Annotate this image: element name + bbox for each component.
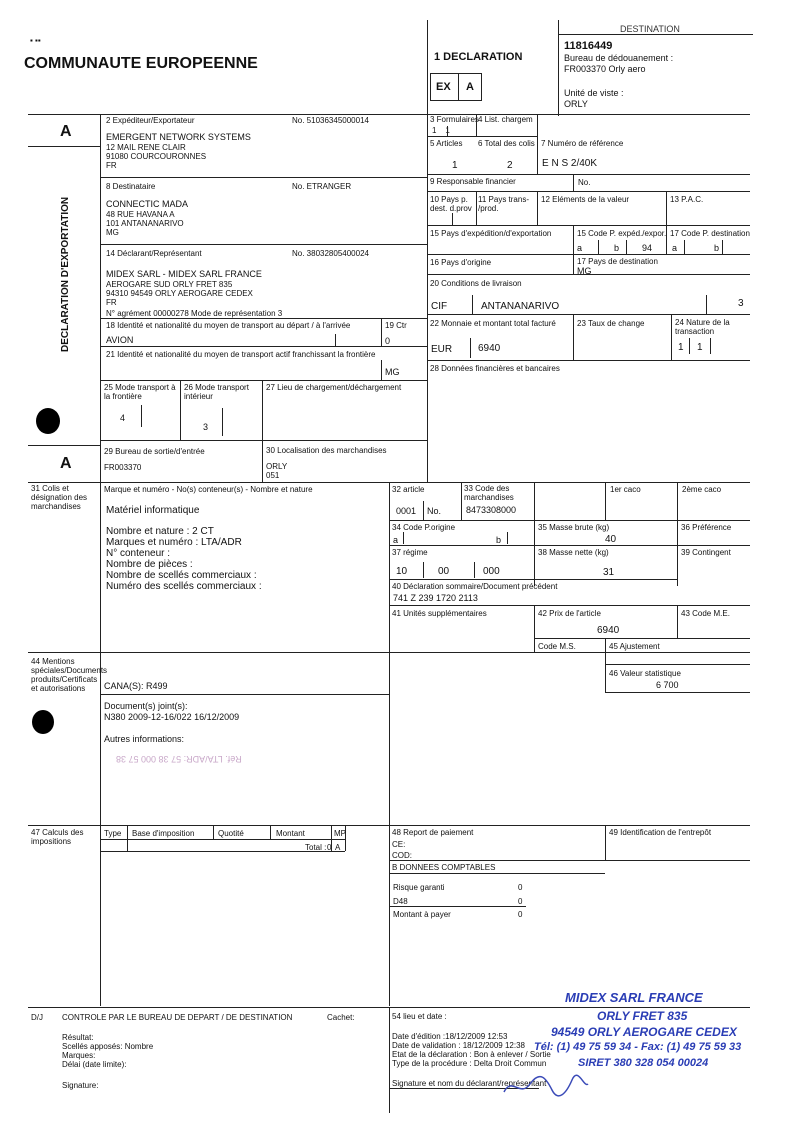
b22-v2: 6940 (478, 343, 501, 354)
b13-label: 13 P.A.C. (670, 195, 704, 204)
b47-label: 47 Calculs des impositions (31, 828, 84, 846)
declaration-label: 1 DECLARATION (434, 51, 523, 63)
b19-value: 0 (385, 336, 391, 346)
b34-a: a (393, 535, 399, 545)
footer-sig-declarant: Signature et nom du déclarant/représentant (392, 1079, 547, 1088)
footer-left-lines: Résultat: Scellés apposés: Nombre Marques: Délai (date limite): (62, 1033, 154, 1069)
b24-v2: 1 (697, 342, 703, 353)
footer-right-lines: Date d'édition :18/12/2009 12:53 Date de validation : 18/12/2009 12:38 Etat de la déclaration : Bon à enlever / Sortie Type de la procédure : Delta Droit Commun (392, 1032, 551, 1068)
b48-cod: COD: (392, 851, 412, 860)
calc-total-mp: A (335, 843, 341, 852)
b18-label: 18 Identité et nationalité du moyen de transport au départ / à l'arrivée (106, 321, 351, 330)
stamp-line4: Tél: (1) 49 75 59 34 - Fax: (1) 49 75 59 33 (534, 1041, 742, 1053)
declarant-address: AEROGARE SUD ORLY FRET 835 94310 94549 ORLY AEROGARE CEDEX FR (106, 280, 253, 307)
b20-v2: ANTANANARIVO (481, 301, 560, 312)
b16-label: 16 Pays d'origine (430, 258, 492, 267)
b17a-b: b (714, 243, 720, 253)
footer-signature: Signature: (62, 1081, 99, 1090)
b27-label: 27 Lieu de chargement/déchargement (266, 383, 402, 392)
b6-value: 2 (507, 160, 513, 171)
declarant-label: 14 Déclarant/Représentant (106, 249, 202, 258)
b39-label: 39 Contingent (681, 548, 731, 557)
b25-label: 25 Mode transport à la frontière (104, 383, 176, 401)
b34-label: 34 Code P.origine (392, 523, 456, 532)
b48-label: 48 Report de paiement (392, 828, 474, 837)
b37-v2: 00 (438, 566, 450, 577)
b32-value: 0001 (396, 506, 417, 516)
b42-label: 42 Prix de l'article (538, 609, 601, 618)
caco2: 2ème caco (682, 485, 722, 494)
b3-value: 1 1 (432, 126, 450, 135)
b44-label: 44 Mentions spéciales/Documents produits/Certificats et autorisations (31, 657, 108, 693)
b37-v1: 10 (396, 566, 408, 577)
marks-header: Marque et numéro - No(s) conteneur(s) - Nombre et nature (104, 485, 313, 494)
b22-v1: EUR (431, 344, 453, 355)
b20-label: 20 Conditions de livraison (430, 279, 522, 288)
b40-value: 741 Z 239 1720 2113 (393, 593, 478, 603)
b7-label: 7 Numéro de référence (541, 139, 624, 148)
b37-label: 37 régime (392, 548, 428, 557)
unite-label: Unité de viste : (564, 88, 624, 98)
b33-value: 8473308000 (466, 505, 517, 515)
canas: CANA(S): R499 (104, 681, 168, 691)
calc-h-base: Base d'imposition (132, 829, 195, 838)
b33-label: 33 Code des marchandises (464, 484, 514, 502)
stamp-line3: 94549 ORLY AEROGARE CEDEX (551, 1025, 737, 1039)
calc-total-value: 0 (327, 843, 332, 852)
b12-label: 12 Eléments de la valeur (541, 195, 630, 204)
decl-code-ex: EX (436, 81, 451, 93)
b5-label: 5 Articles (430, 139, 463, 148)
b19-label: 19 Ctr (385, 321, 407, 330)
b15a-val: 94 (642, 243, 653, 253)
decl-code-a: A (466, 81, 474, 93)
b46-label: 46 Valeur statistique (609, 669, 681, 678)
b29-value: FR003370 (104, 463, 142, 472)
b5-value: 1 (452, 160, 458, 171)
b15a-label: 15 Code P. expéd./expor. (577, 229, 667, 238)
b49-label: 49 Identification de l'entrepôt (609, 828, 712, 837)
b34-b: b (496, 535, 502, 545)
declarant-agrement: N° agrément 00000278 Mode de représentation 3 (106, 309, 283, 318)
docs-label: Document(s) joint(s): (104, 701, 188, 711)
declarant-no: No. 38032805400024 (292, 249, 369, 258)
b31-label: 31 Colis et désignation des marchandises (31, 484, 88, 511)
autres-label: Autres informations: (104, 734, 185, 744)
calc-h-mp: MP (334, 829, 346, 838)
b30-value: ORLY 051 (266, 462, 288, 480)
faint-stamp: Réf. LTA/ADR: 57 38 000 57 38 (116, 754, 242, 764)
caco1: 1er caco (610, 485, 641, 494)
b20-v1: CIF (431, 301, 448, 312)
b17-value: MG (577, 266, 592, 276)
b18-value: AVION (106, 335, 134, 345)
b26-value: 3 (203, 422, 209, 432)
b41-label: 41 Unités supplémentaires (392, 609, 487, 618)
declarant-name: MIDEX SARL - MIDEX SARL FRANCE (106, 269, 262, 279)
calc-h-quotite: Quotité (218, 829, 244, 838)
calc-total-label: Total : (305, 843, 327, 852)
consignee-no: No. ETRANGER (292, 182, 352, 191)
b38-value: 31 (603, 567, 615, 578)
exporter-name: EMERGENT NETWORK SYSTEMS (106, 132, 251, 142)
montant-label: Montant à payer (393, 910, 451, 919)
scan-marks: ▪ ▪▪ (30, 36, 41, 45)
exporter-no: No. 51036345000014 (292, 116, 369, 125)
handwritten-signature (500, 1070, 590, 1102)
b24-label: 24 Nature de la transaction (675, 318, 730, 336)
bureau-label: Bureau de dédouanement : (564, 53, 674, 63)
exporter-address: 12 MAIL RENE CLAIR 91080 COURCOURONNES FR (106, 143, 207, 170)
page-title: COMMUNAUTE EUROPEENNE (24, 55, 258, 72)
b22-label: 22 Monnaie et montant total facturé (430, 319, 556, 328)
b3-label: 3 Formulaires (430, 115, 479, 124)
unite-value: ORLY (564, 99, 588, 109)
b11-label: 11 Pays trans- /prod. (478, 195, 529, 213)
b15-label: 15 Pays d'expédition/d'exportation (430, 229, 552, 238)
calc-h-type: Type (104, 829, 122, 838)
footer-cachet: Cachet: (327, 1013, 355, 1022)
b46-value: 6 700 (656, 680, 679, 690)
box2-letter: A (60, 455, 72, 472)
header-faint: DESTINATION (620, 24, 680, 34)
consignee-address: 48 RUE HAVANA A 101 ANTANANARIVO MG (106, 210, 184, 237)
goods-lines: Nombre et nature : 2 CT Marques et numéro : LTA/ADR N° conteneur : Nombre de pièces : Nombre de scellés commerciaux : Numéro des scellés commerciaux : (106, 526, 262, 592)
b24-v1: 1 (678, 342, 684, 353)
goods-material: Matériel informatique (106, 505, 200, 516)
risque-value: 0 (518, 883, 523, 892)
b43-label: 43 Code M.E. (681, 609, 730, 618)
declaration-number: 11816449 (564, 40, 613, 52)
b36-label: 36 Préférence (681, 523, 732, 532)
b4-label: 4 List. chargem (478, 115, 533, 124)
stamp-line2: ORLY FRET 835 (597, 1009, 688, 1023)
b28-label: 28 Données financières et bancaires (430, 364, 560, 373)
b29-label: 29 Bureau de sortie/d'entrée (104, 447, 205, 456)
d48-label: D48 (393, 897, 408, 906)
b20-v3: 3 (738, 298, 744, 309)
b9-label: 9 Responsable financier (430, 177, 516, 186)
footer-dj: D/J (31, 1013, 43, 1022)
b15a-b: b (614, 243, 620, 253)
consignee-label: 8 Destinataire (106, 182, 156, 191)
b17a-label: 17 Code P. destination (670, 229, 750, 238)
box1-letter: A (60, 123, 72, 140)
b42-value: 6940 (597, 625, 620, 636)
stamp-line1: MIDEX SARL FRANCE (565, 990, 703, 1005)
b23-label: 23 Taux de change (577, 319, 645, 328)
b17-label: 17 Pays de destination (577, 257, 658, 266)
b7-value: E N S 2/40K (542, 158, 598, 169)
footer-controle: CONTROLE PAR LE BUREAU DE DEPART / DE DESTINATION (62, 1013, 293, 1022)
redaction-dot-1 (36, 408, 60, 434)
stamp-line5: SIRET 380 328 054 00024 (578, 1057, 709, 1069)
b32-label: 32 article (392, 485, 425, 494)
b32-no: No. (427, 506, 442, 516)
risque-label: Risque garanti (393, 883, 445, 892)
redaction-dot-2 (32, 710, 54, 734)
b15a-a: a (577, 243, 583, 253)
b35-value: 40 (605, 534, 617, 545)
b9-no: No. (578, 178, 591, 187)
b10-label: 10 Pays p. dest. d.prov (430, 195, 472, 213)
b48-ce: CE: (392, 840, 406, 849)
b-label: B DONNEES COMPTABLES (392, 863, 496, 872)
b35-label: 35 Masse brute (kg) (538, 523, 610, 532)
b38-label: 38 Masse nette (kg) (538, 548, 609, 557)
consignee-name: CONNECTIC MADA (106, 199, 189, 209)
exporter-label: 2 Expéditeur/Exportateur (106, 116, 195, 125)
b45-label: 45 Ajustement (609, 642, 660, 651)
montant-value: 0 (518, 910, 523, 919)
b37-v3: 000 (483, 566, 500, 577)
d48-value: 0 (518, 897, 523, 906)
footer-b54: 54 lieu et date : (392, 1012, 447, 1021)
ms-label: Code M.S. (538, 642, 576, 651)
b21-value: MG (385, 367, 400, 377)
b21-label: 21 Identité et nationalité du moyen de transport actif franchissant la frontière (106, 350, 376, 359)
bureau-value: FR003370 Orly aero (564, 64, 646, 74)
b40-label: 40 Déclaration sommaire/Document précédent (392, 582, 558, 591)
calc-h-montant: Montant (276, 829, 305, 838)
b25-value: 4 (120, 413, 126, 423)
b30-label: 30 Localisation des marchandises (266, 446, 387, 455)
side-vertical-title: DECLARATION D'EXPORTATION (60, 196, 71, 352)
b6-label: 6 Total des colis (478, 139, 535, 148)
docs-value: N380 2009-12-16/022 16/12/2009 (104, 712, 240, 722)
b26-label: 26 Mode transport intérieur (184, 383, 249, 401)
b17a-a: a (672, 243, 678, 253)
